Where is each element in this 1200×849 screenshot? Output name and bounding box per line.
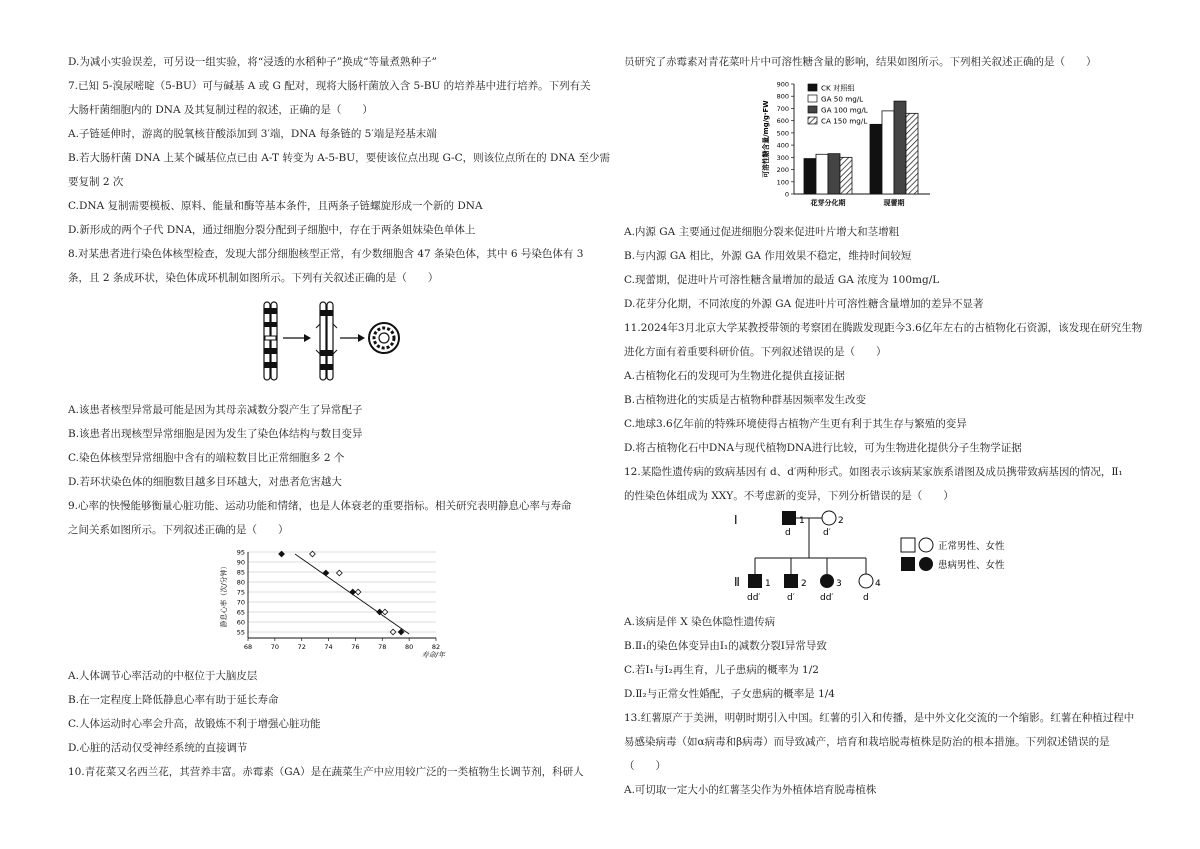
y-tick-label: 600: [776, 117, 789, 126]
legend-label: GA 50 mg/L: [821, 94, 864, 104]
bar: [906, 113, 918, 194]
legend-label: 正常男性、女性: [938, 541, 1005, 552]
legend-swatch: [808, 95, 817, 102]
genotype-label: dd′: [747, 593, 761, 603]
data-point: [390, 629, 396, 635]
ring-chromosome-icon: [369, 323, 399, 353]
y-tick-label: 0: [784, 190, 789, 199]
text-line: 员研究了赤霉素对青花菜叶片中可溶性糖含量的影响，结果如图所示。下列相关叙述正确的是（ ）: [624, 56, 1097, 68]
data-point: [350, 589, 356, 595]
option-a: A.该患者核型异常最可能是因为其母亲减数分裂产生了异常配子: [68, 404, 363, 416]
y-tick-label: 100: [776, 178, 789, 187]
text-line: D.为减小实验误差，可另设一组实验，将“浸透的水稻种子”换成“等量煮熟种子”: [68, 56, 437, 68]
y-axis-label: 可溶性糖含量/mg/g·FW: [762, 100, 770, 178]
bar: [894, 101, 906, 194]
generation-label: Ⅰ: [734, 513, 738, 527]
y-tick-label: 55: [236, 628, 245, 637]
heart-rate-lifespan-chart: [218, 546, 448, 658]
affected-male-icon: [901, 557, 915, 571]
text-line: 10.青花菜又名西兰花，其营养丰富。赤霉素（GA）是在蔬菜生产中应用较广泛的一类植物生长调节剂，科研人: [68, 766, 584, 778]
text-line: 11.2024年3月北京大学某教授带领的考察团在腾跋发现距今3.6亿年左右的古植物化石资源，该发现在研究生物: [624, 322, 1143, 334]
option-b: B.Ⅱ₁的染色体变异由Ⅰ₁的减数分裂Ⅰ异常导致: [624, 640, 827, 652]
text-line: 大肠杆菌细胞内的 DNA 及其复制过程的叙述，正确的是（ ）: [68, 104, 373, 116]
genotype-label: d′: [787, 593, 795, 603]
option-c: C.若Ⅰ₁与Ⅰ₂再生育，儿子患病的概率为 1/2: [624, 664, 819, 676]
bar: [804, 159, 816, 194]
option-c: C.染色体核型异常细胞中含有的端粒数目比正常细胞多 2 个: [68, 452, 345, 464]
x-tick-label: 74: [324, 643, 333, 651]
legend-label: CK 对照组: [821, 83, 855, 93]
text-line: 9.心率的快慢能够衡量心脏功能、运动功能和情绪，也是人体衰老的重要指标。相关研究表明静息心率与寿命: [68, 500, 572, 512]
option-d: D.Ⅱ₂与正常女性婚配，子女患病的概率是 1/4: [624, 688, 835, 700]
y-tick-label: 400: [776, 141, 789, 150]
legend-swatch: [808, 84, 817, 91]
option-c: C.现蕾期，促进叶片可溶性糖含量增加的最适 GA 浓度为 100mg/L: [624, 274, 940, 286]
data-point: [323, 570, 329, 576]
member-number: 1: [799, 516, 805, 526]
chromosome-icon: [316, 302, 337, 380]
text-line: B.若大肠杆菌 DNA 上某个碱基位点已由 A-T 转变为 A-5-BU，要使该位点出现 G-C，则该位点所在的 DNA 至少需: [68, 152, 610, 164]
text-line: A.子链延伸时，游离的脱氧核苷酸添加到 3′端，DNA 每条链的 5′端是羟基末端: [68, 128, 437, 140]
text-line: 8.对某患者进行染色体核型检查，发现大部分细胞核型正常，有少数细胞含 47 条染色体，其中 6 号染色体有 3: [68, 248, 584, 260]
option-d: D.将古植物化石中DNA与现代植物DNA进行比较，可为生物进化提供分子生物学证据: [624, 442, 1022, 454]
x-tick-label: 68: [243, 643, 253, 651]
legend-label: 患病男性、女性: [938, 560, 1005, 571]
text-line: 条，且 2 条成环状，染色体成环机制如图所示。下列有关叙述正确的是（ ）: [68, 272, 439, 284]
option-a: A.该病是伴 X 染色体隐性遗传病: [624, 616, 776, 628]
text-line: 12.某隐性遗传病的致病基因有 d、d′两种形式。如图表示该病某家族系谱图及成员携带致病基因的情况，Ⅱ₁: [624, 466, 1123, 478]
category-label: 花芽分化期: [810, 199, 846, 207]
option-d: D.心脏的活动仅受神经系统的直接调节: [68, 742, 248, 754]
option-d: D.若环状染色体的细胞数目越多目环越大，对患者危害越大: [68, 476, 342, 488]
option-a: A.古植物化石的发现可为生物进化提供直接证据: [624, 370, 845, 382]
genotype-label: d: [863, 593, 869, 603]
option-b: B.与内源 GA 相比，外源 GA 作用效果不稳定，维持时间较短: [624, 250, 912, 262]
y-tick-label: 75: [236, 588, 245, 597]
option-d: D.花芽分化期，不同浓度的外源 GA 促进叶片可溶性糖含量增加的差异不显著: [624, 298, 984, 310]
y-tick-label: 95: [236, 548, 245, 557]
data-point: [382, 609, 388, 615]
member-number: 3: [836, 579, 842, 589]
genotype-label: d: [785, 528, 791, 538]
category-label: 现蕾期: [883, 199, 905, 207]
affected-male-icon: [748, 574, 762, 588]
x-tick-label: 70: [270, 643, 279, 651]
y-tick-label: 90: [236, 558, 245, 567]
text-line: 之间关系如图所示。下列叙述正确的是（ ）: [68, 524, 289, 536]
normal-female-icon: [822, 511, 836, 525]
chromosome-icon: [264, 302, 277, 380]
option-a: A.可切取一定大小的红薯茎尖作为外植体培育脱毒植株: [624, 784, 877, 796]
member-number: 2: [801, 579, 807, 589]
normal-male-icon: [901, 538, 915, 552]
y-tick-label: 85: [236, 568, 245, 577]
x-tick-label: 76: [351, 643, 360, 651]
genotype-label: d′: [823, 528, 831, 538]
bar: [828, 154, 840, 194]
text-line: 13.红薯原产于美洲，明朝时期引入中国。红薯的引入和传播，是中外文化交流的一个缩影。红薯在种植过程中: [624, 712, 1135, 724]
option-b: B.在一定程度上降低静息心率有助于延长寿命: [68, 694, 279, 706]
chromosome-ring-diagram: [258, 298, 408, 384]
genotype-label: dd′: [820, 593, 834, 603]
normal-female-icon: [859, 574, 873, 588]
text-line: D.新形成的两个子代 DNA，通过细胞分裂分配到子细胞中，存在于两条姐妹染色单体上: [68, 224, 476, 236]
legend-swatch: [808, 106, 817, 113]
data-point: [337, 570, 343, 576]
data-point: [377, 609, 383, 615]
option-b: B.古植物进化的实质是古植物种群基因频率发生改变: [624, 394, 867, 406]
text-line: C.DNA 复制需要模板、原料、能量和酶等基本条件，且两条子链螺旋形成一个新的 DNA: [68, 200, 483, 212]
normal-female-icon: [919, 538, 933, 552]
text-line: 的性染色体组成为 XXY。不考虑新的变异，下列分析错误的是（ ）: [624, 490, 954, 502]
text-line: （ ）: [624, 760, 666, 772]
legend-label: CA 150 mg/L: [821, 116, 868, 126]
text-line: 要复制 2 次: [68, 176, 124, 188]
text-line: 7.已知 5-溴尿嘧啶（5-BU）可与碱基 A 或 G 配对，现将大肠杆菌放入含 5-BU 的培养基中进行培养。下列有关: [68, 80, 591, 92]
affected-male-icon: [782, 511, 796, 525]
x-tick-label: 78: [378, 643, 387, 651]
y-tick-label: 80: [236, 578, 245, 587]
y-tick-label: 300: [776, 153, 789, 162]
affected-female-icon: [820, 574, 834, 588]
legend-label: GA 100 mg/L: [821, 105, 868, 115]
member-number: 4: [875, 579, 881, 589]
member-number: 2: [838, 516, 844, 526]
text-line: 易感染病毒（如α病毒和β病毒）而导致减产，培育和栽培脱毒植株是防治的根本措施。下列叙述错误的是: [624, 736, 1110, 748]
y-axis-label: 静息心率（次/分钟）: [220, 562, 228, 628]
y-tick-label: 700: [776, 104, 789, 113]
bar: [816, 154, 828, 194]
y-tick-label: 900: [776, 80, 789, 89]
text-line: 进化方面有着重要科研价值。下列叙述错误的是（ ）: [624, 346, 887, 358]
affected-female-icon: [919, 557, 933, 571]
y-tick-label: 200: [776, 166, 789, 175]
option-c: C.地球3.6亿年前的特殊环境使得古植物产生更有利于其生存与繁殖的变异: [624, 418, 967, 430]
y-tick-label: 70: [236, 598, 245, 607]
y-tick-label: 60: [236, 618, 245, 627]
option-a: A.内源 GA 主要通过促进细胞分裂来促进叶片增大和茎增粗: [624, 226, 900, 238]
bar: [840, 157, 852, 194]
x-tick-label: 82: [431, 643, 441, 651]
option-a: A.人体调节心率活动的中枢位于大脑皮层: [68, 670, 258, 682]
x-axis-label: 寿命/年: [421, 651, 445, 658]
y-tick-label: 800: [776, 92, 789, 101]
member-number: 1: [765, 579, 771, 589]
option-b: B.该患者出现核型异常细胞是因为发生了染色体结构与数目变异: [68, 428, 363, 440]
affected-male-icon: [784, 574, 798, 588]
generation-label: Ⅱ: [734, 575, 740, 589]
bar: [882, 111, 894, 194]
x-tick-label: 72: [297, 643, 306, 651]
y-tick-label: 65: [236, 608, 245, 617]
soluble-sugar-bar-chart: [758, 78, 1008, 218]
y-tick-label: 500: [776, 129, 789, 138]
bar: [870, 124, 882, 194]
legend-swatch: [808, 117, 817, 124]
x-tick-label: 80: [405, 643, 414, 651]
option-c: C.人体运动时心率会升高，故锻炼不利于增强心脏功能: [68, 718, 321, 730]
pedigree-diagram: [728, 508, 1048, 608]
data-point: [355, 589, 361, 595]
